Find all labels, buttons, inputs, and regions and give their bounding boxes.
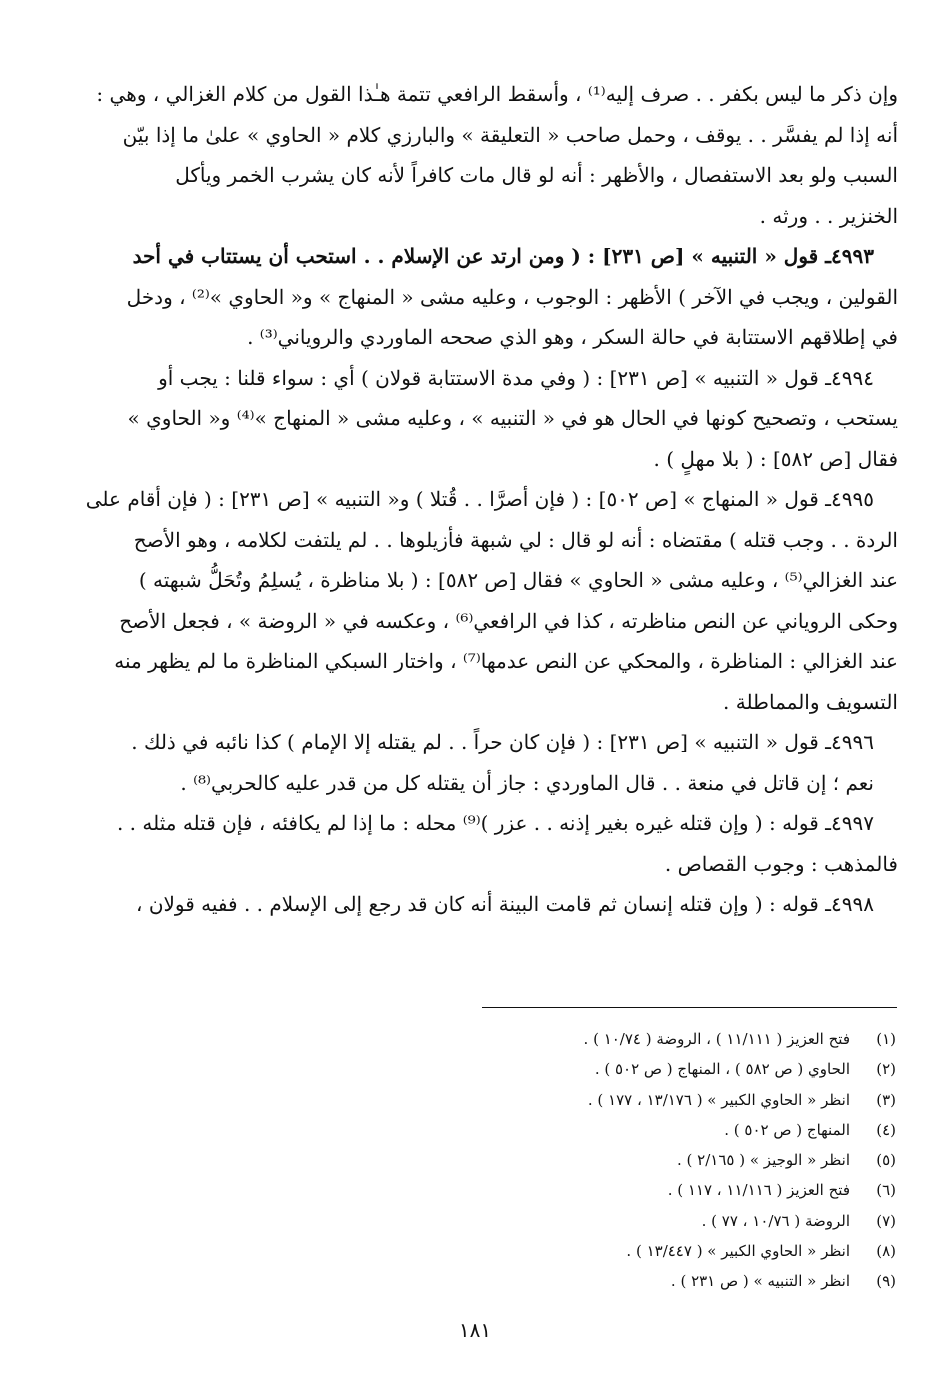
page-number: ١٨١ <box>458 1318 492 1342</box>
footnote-text: انظر « التنبيه » ( ص ٢٣١ ) . <box>670 1272 850 1291</box>
issue-4996-line: ٤٩٩٦ـ قول « التنبيه » [ص ٢٣١] : ( فإن كان حراً . . لم يقتله إلا الإمام ) كذا نائبه في ذلك . <box>131 730 874 754</box>
footnote-number: (٢) <box>876 1060 896 1079</box>
text-line: نعم ؛ إن قاتل في منعة . . قال الماوردي : جاز أن يقتله كل من قدر عليه كالحربي⁽⁸⁾ . <box>180 770 874 795</box>
footnote-number: (٨) <box>876 1242 896 1261</box>
text-line: فالمذهب : وجوب القصاص . <box>664 851 898 876</box>
footnote-item <box>380 1236 896 1266</box>
text-line: الخنزير . . ورثه . <box>759 203 898 228</box>
footnote-number: (٤) <box>876 1120 896 1139</box>
text-line: القولين ، ويجب في الآخر ) الأظهر : الوجوب ، وعليه مشى « المنهاج » و« الحاوي »⁽²⁾ ، ودخل <box>126 284 898 309</box>
footnote-text: الحاوي ( ص ٥٨٢ ) ، المنهاج ( ص ٥٠٢ ) . <box>594 1060 850 1079</box>
text-line: يستحب ، وتصحيح كونها في الحال هو في « التنبيه » ، وعليه مشى « المنهاج »⁽⁴⁾ و« الحاوي » <box>127 406 898 430</box>
footnote-text: انظر « الحاوي الكبير » ( ١٣/١٧٦ ، ١٧٧ ) . <box>587 1090 850 1109</box>
footnote-text: انظر « الوجيز » ( ٢/١٦٥ ) . <box>677 1151 850 1170</box>
footnote-number: (٩) <box>876 1272 896 1291</box>
text-line: الردة . . وجب قتله ) مقتضاه : أنه لو قال : لي شبهة فأزيلوها . . لم يلتفت لكلامه ، وهو الأصح <box>133 527 898 552</box>
footnote-number: (١) <box>876 1030 896 1048</box>
footnote-number: (٧) <box>876 1211 896 1230</box>
footnote-number: (٦) <box>876 1181 896 1200</box>
text-line: أنه إذا لم يفسَّر . . يوقف ، وحمل صاحب « التعليقة » والبارزي كلام « الحاوي » علىٰ ما إذا بيّن <box>122 122 898 147</box>
footnote-item <box>380 1206 896 1236</box>
text-line: وإن ذكر ما ليس بكفر . . صرف إليه⁽¹⁾ ، وأسقط الرافعي تتمة هـٰذا القول من كلام الغزالي ، وهي : <box>96 82 898 106</box>
issue-4995-line: ٤٩٩٥ـ قول « المنهاج » [ص ٥٠٢] : ( فإن أصرَّا . . قُتلا ) و« التنبيه » [ص ٢٣١] : ( فإن أقام على <box>85 487 874 511</box>
main-text <box>68 74 898 925</box>
text-line: وحكى الروياني عن النص مناظرته ، كذا في الرافعي⁽⁶⁾ ، وعكسه في « الروضة » ، فجعل الأصح <box>119 608 898 633</box>
footnote-separator <box>482 1007 897 1008</box>
text-line: السبب ولو بعد الاستفصال ، والأظهر : أنه لو قال مات كافراً لأنه كان يشرب الخمر ويأكل <box>175 163 898 187</box>
text-line: فقال [ص ٥٨٢] : ( بلا مهلٍ ) . <box>653 446 898 471</box>
issue-4997-line: ٤٩٩٧ـ قوله : ( وإن قتله غيره بغير إذنه . . عزر )⁽⁹⁾ محله : ما إذا لم يكافئه ، فإن قتله مثله . . <box>116 811 874 835</box>
issue-4994-line: ٤٩٩٤ـ قول « التنبيه » [ص ٢٣١] : ( وفي مدة الاستتابة قولان ) أي : سواء قلنا : يجب أو <box>158 365 874 390</box>
footnote-item <box>380 1145 896 1175</box>
footnote-text: فتح العزيز ( ١١/١١١ ) ، الروضة ( ١٠/٧٤ ) . <box>583 1030 850 1048</box>
footnote-text: الروضة ( ١٠/٧٦ ، ٧٧ ) . <box>701 1211 850 1230</box>
footnote-item <box>380 1024 896 1054</box>
footnote-item <box>380 1054 896 1084</box>
footnote-item <box>380 1115 896 1145</box>
footnote-number: (٣) <box>876 1090 896 1109</box>
footnote-text: المنهاج ( ص ٥٠٢ ) . <box>724 1120 850 1139</box>
footnote-text: فتح العزيز ( ١١/١١٦ ، ١١٧ ) . <box>667 1181 850 1200</box>
text-line: عند الغزالي⁽⁵⁾ ، وعليه مشى « الحاوي » فقال [ص ٥٨٢] : ( بلا مناظرة ، يُسلِمُ وتُحَلُّ شبهته ) <box>138 568 898 592</box>
footnote-text: انظر « الحاوي الكبير » ( ١٣/٤٤٧ ) . <box>626 1242 850 1261</box>
footnotes <box>380 1024 896 1297</box>
footnote-item <box>380 1085 896 1115</box>
issue-4998-line: ٤٩٩٨ـ قوله : ( وإن قتله إنسان ثم قامت البينة أنه كان قد رجع إلى الإسلام . . ففيه قولان ، <box>136 892 874 916</box>
text-line: التسويف والمماطلة . <box>723 689 898 714</box>
footnote-number: (٥) <box>876 1151 896 1170</box>
text-line: عند الغزالي : المناظرة ، والمحكي عن النص عدمها⁽⁷⁾ ، واختار السبكي المناظرة ما لم يظهر منه <box>114 649 898 673</box>
issue-4993-line: ٤٩٩٣ـ قول « التنبيه » [ص ٢٣١] : ( ومن ارتد عن الإسلام . . استحب أن يستتاب في أحد <box>132 244 874 268</box>
footnote-item <box>380 1175 896 1205</box>
footnote-item <box>380 1266 896 1296</box>
text-line: في إطلاقهم الاستتابة في حالة السكر ، وهو الذي صححه الماوردي والروياني⁽³⁾ . <box>247 325 898 349</box>
